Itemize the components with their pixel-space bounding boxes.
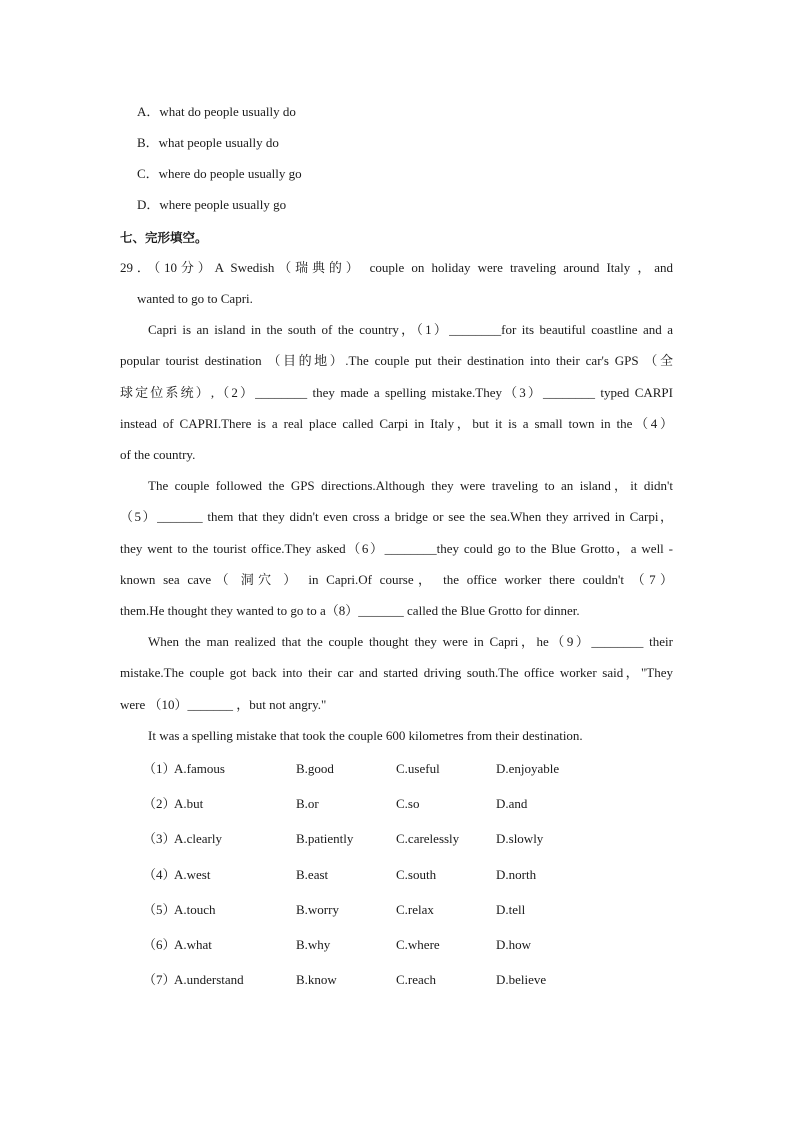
prev-option-c: C．where do people usually go [137, 166, 302, 181]
section-title: 七、完形填空。 [120, 230, 208, 245]
choice-row-1-b[interactable]: B.good [296, 761, 334, 776]
passage-p1-line-5: of the country. [120, 447, 196, 462]
passage-p4-line-1: It was a spelling mistake that took the couple 600 kilometres from their destination. [148, 728, 583, 743]
choice-row-3-d[interactable]: D.slowly [496, 831, 544, 846]
choice-row-7-d[interactable]: D.believe [496, 972, 547, 987]
passage-p3-line-3: were （10）_______ ，but not angry." [120, 697, 327, 712]
choice-row-5-b[interactable]: B.worry [296, 902, 339, 917]
choice-row-6-num: （6） [143, 937, 176, 952]
choice-row-4-c[interactable]: C.south [396, 867, 437, 882]
choice-row-7-c[interactable]: C.reach [396, 972, 437, 987]
choice-row-1-c[interactable]: C.useful [396, 761, 440, 776]
choice-row-2-a[interactable]: A.but [174, 796, 204, 811]
choice-row-4-a[interactable]: A.west [174, 867, 211, 882]
passage-p2-line-1: The couple followed the GPS directions.Although they were traveling to an island，it didn't [148, 478, 673, 493]
passage-p1-line-3: 球定位系统）,（2）________ they made a spelling mistake.They（3）________ typed CARPI [120, 385, 673, 400]
choice-row-6-a[interactable]: A.what [174, 937, 212, 952]
choice-row-6-b[interactable]: B.why [296, 937, 331, 952]
choice-row-1-d[interactable]: D.enjoyable [496, 761, 560, 776]
choice-row-4-num: （4） [143, 867, 176, 882]
choice-row-3-a[interactable]: A.clearly [174, 831, 223, 846]
choice-row-3-num: （3） [143, 831, 176, 846]
passage-p1-line-2: popular tourist destination （目的地）.The couple put their destination into their car's GPS （全 [120, 353, 673, 368]
choice-row-4-b[interactable]: B.east [296, 867, 329, 882]
choice-row-6-d[interactable]: D.how [496, 937, 532, 952]
passage-p2-line-3: they went to the tourist office.They asked（6）________they could go to the Blue Grotto，a well - [120, 541, 673, 556]
choice-row-2-b[interactable]: B.or [296, 796, 319, 811]
passage-p2-line-4: known sea cave（ 洞穴 ） in Capri.Of course， the office worker there couldn't （7） [120, 572, 673, 587]
passage-p1-line-1: Capri is an island in the south of the country，（1）________for its beautiful coastline and a [148, 322, 673, 337]
choice-row-4-d[interactable]: D.north [496, 867, 537, 882]
passage-p2-line-5: them.He thought they wanted to go to a（8）_______ called the Blue Grotto for dinner. [120, 603, 580, 618]
choice-row-3-c[interactable]: C.carelessly [396, 831, 460, 846]
choice-row-3-b[interactable]: B.patiently [296, 831, 354, 846]
choice-row-1-num: （1） [143, 761, 176, 776]
question-line-1: 29．（10分）A Swedish（瑞典的） couple on holiday were traveling around Italy ，and [120, 260, 673, 275]
choice-row-2-num: （2） [143, 796, 176, 811]
question-line-2: wanted to go to Capri. [137, 291, 253, 306]
choice-row-7-b[interactable]: B.know [296, 972, 337, 987]
choice-row-7-num: （7） [143, 972, 176, 987]
passage-p3-line-1: When the man realized that the couple thought they were in Capri，he（9）________ their [148, 634, 673, 649]
choice-row-2-c[interactable]: C.so [396, 796, 420, 811]
choice-row-2-d[interactable]: D.and [496, 796, 528, 811]
passage-p1-line-4: instead of CAPRI.There is a real place called Carpi in Italy，but it is a small town in the（4） [120, 416, 673, 431]
prev-option-a: A．what do people usually do [137, 104, 296, 119]
prev-option-b: B．what people usually do [137, 135, 279, 150]
passage-p2-line-2: （5）_______ them that they didn't even cross a bridge or see the sea.When they arrived in Carpi， [120, 509, 673, 524]
choice-row-6-c[interactable]: C.where [396, 937, 440, 952]
choice-row-7-a[interactable]: A.understand [174, 972, 244, 987]
choice-row-5-num: （5） [143, 902, 176, 917]
choice-row-5-a[interactable]: A.touch [174, 902, 216, 917]
choice-row-5-c[interactable]: C.relax [396, 902, 434, 917]
prev-option-d: D．where people usually go [137, 197, 287, 212]
choice-row-1-a[interactable]: A.famous [174, 761, 225, 776]
choice-row-5-d[interactable]: D.tell [496, 902, 526, 917]
passage-p3-line-2: mistake.The couple got back into their car and started driving south.The office worker said，"They [120, 665, 673, 680]
